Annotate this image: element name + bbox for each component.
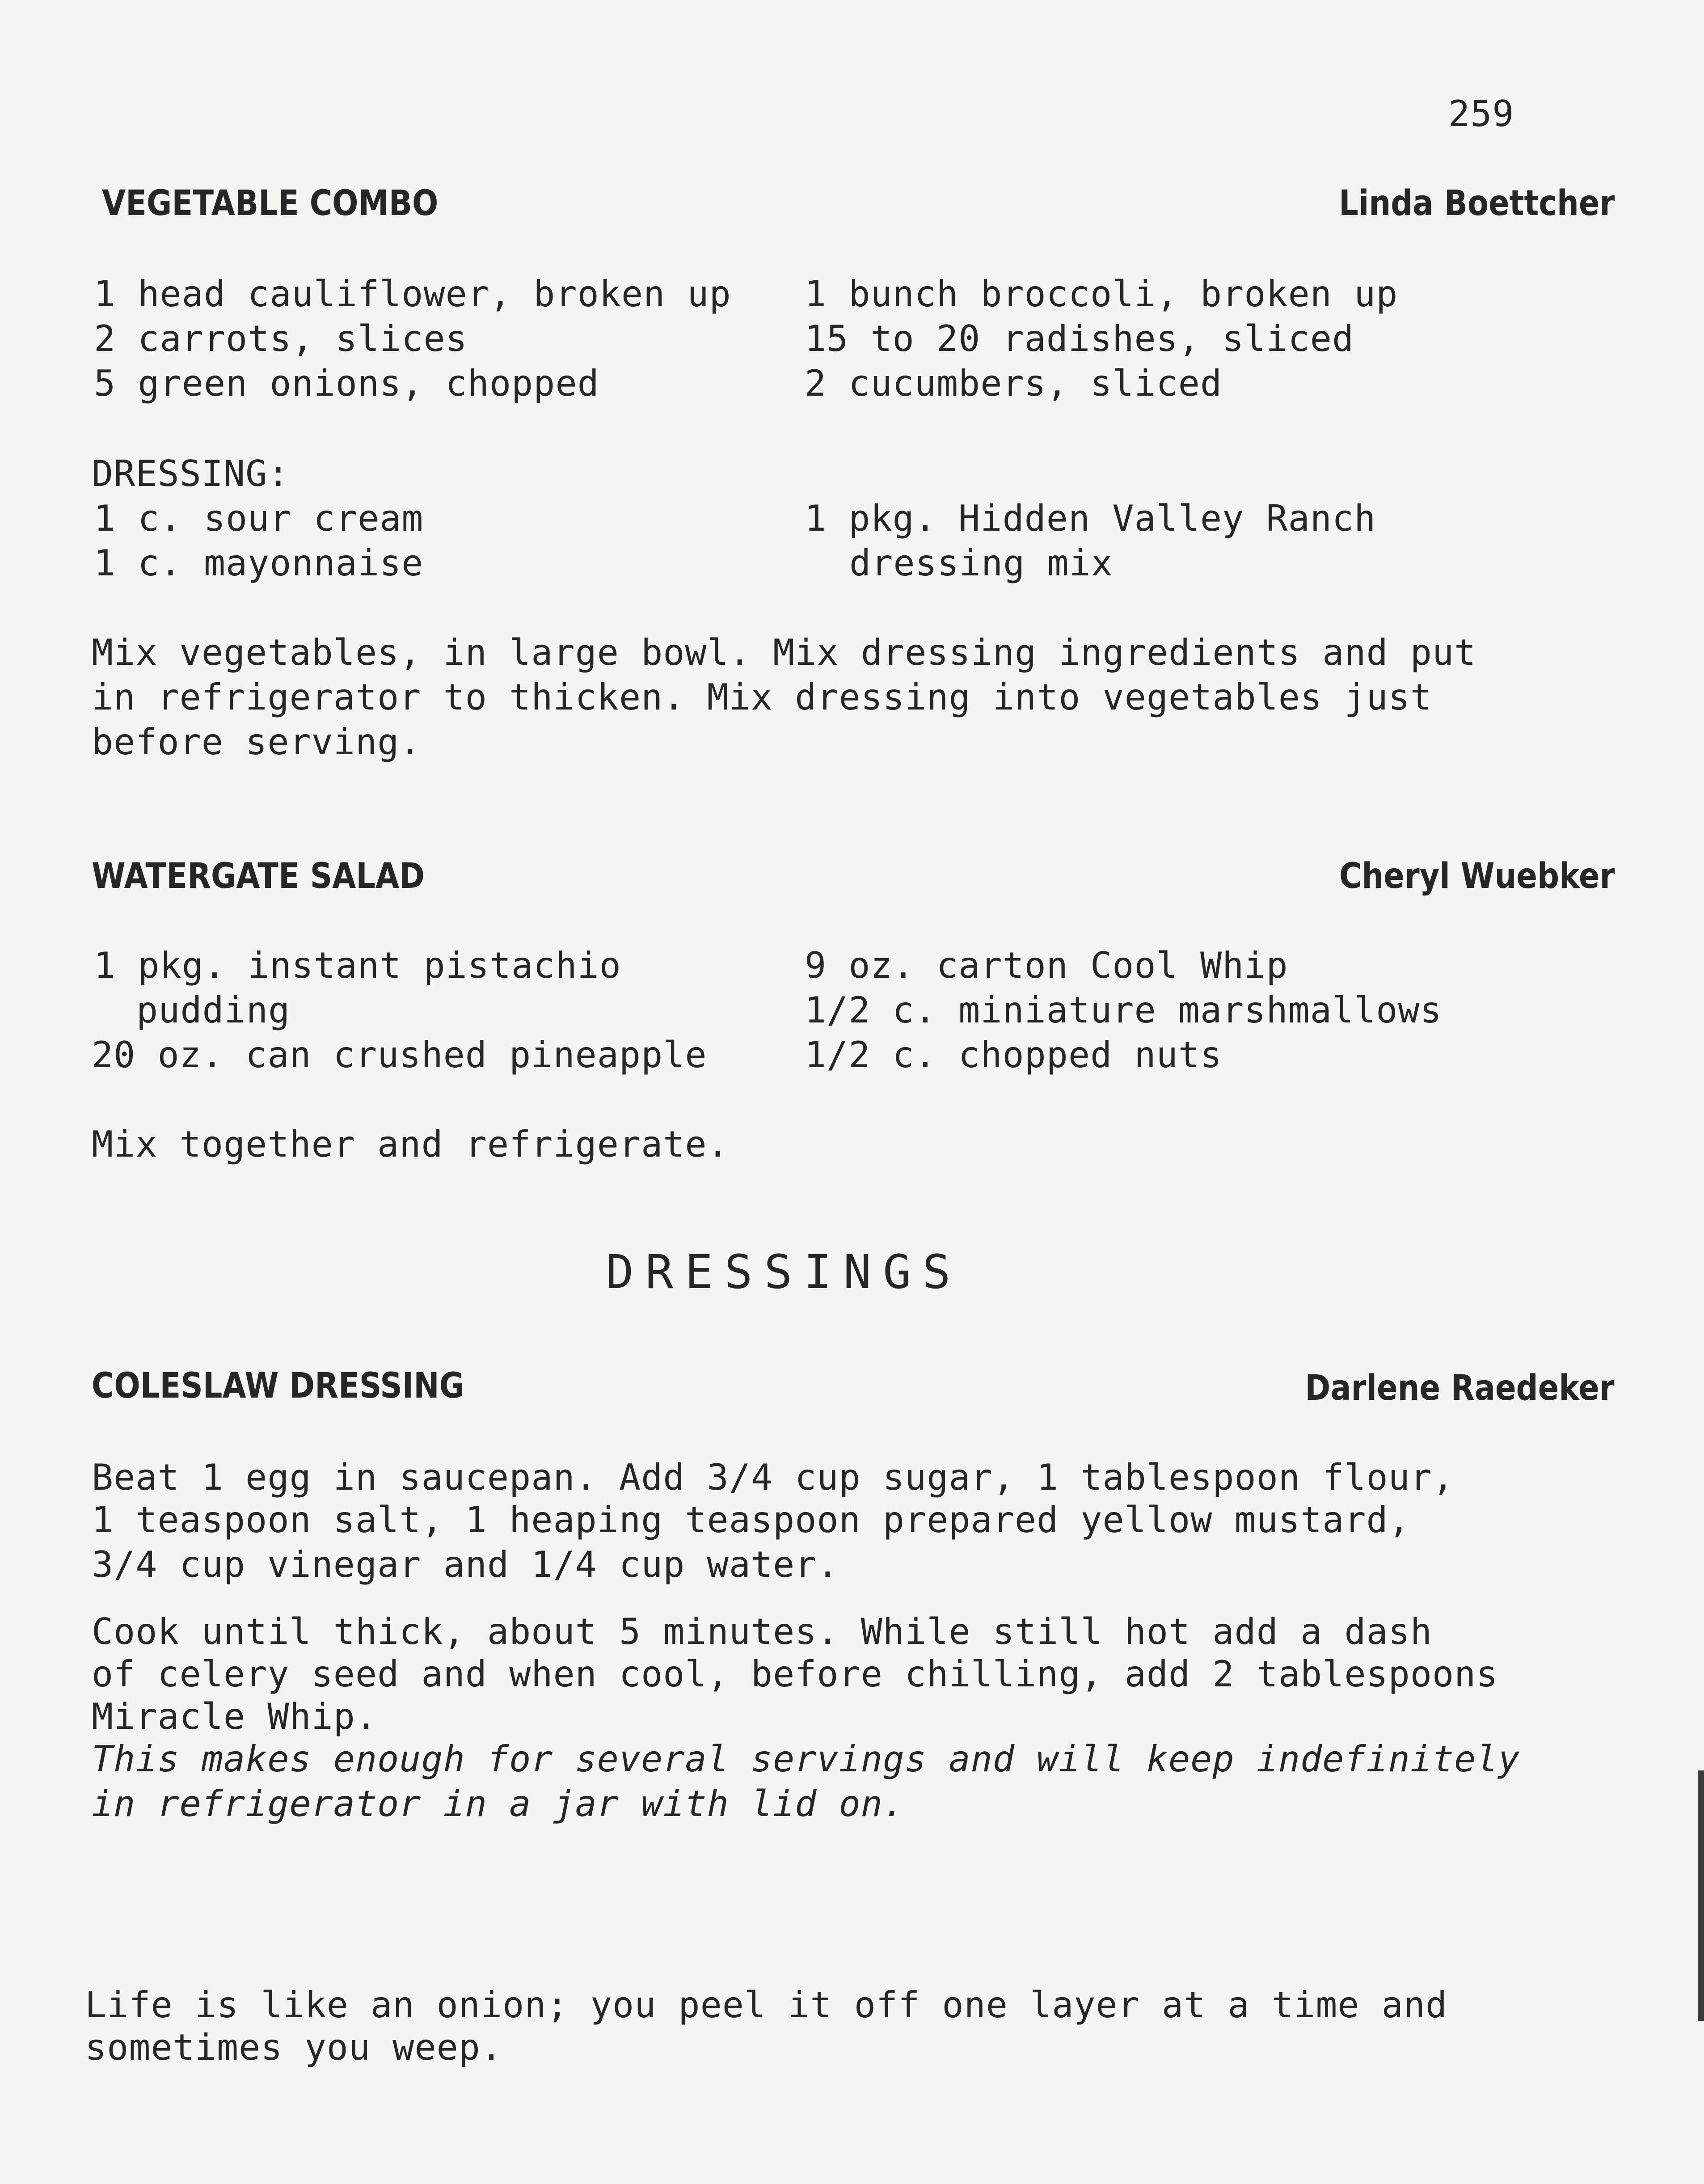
paragraph-line: 1 teaspoon salt, 1 heaping teaspoon prepared yellow mustard, (92, 1499, 1410, 1541)
recipe-author: Cheryl Wuebker (1339, 856, 1615, 896)
ingredient-line: 15 to 20 radishes, sliced (805, 318, 1354, 359)
note-line: This makes enough for several servings and will keep indefinitely (92, 1738, 1520, 1780)
paragraph-line: Beat 1 egg in saucepan. Add 3/4 cup sugar, 1 tablespoon flour, (92, 1457, 1455, 1498)
paragraph-line: Miracle Whip. (92, 1696, 378, 1737)
recipe-author: Darlene Raedeker (1305, 1368, 1615, 1408)
ingredient-line: 1 c. mayonnaise (94, 542, 424, 584)
ingredient-line: 1/2 c. miniature marshmallows (805, 989, 1442, 1031)
ingredient-line: 1 pkg. instant pistachio (94, 945, 621, 986)
ingredient-line: 9 oz. carton Cool Whip (805, 945, 1288, 986)
ingredient-line: pudding (136, 989, 291, 1031)
ingredient-line: 5 green onions, chopped (94, 363, 599, 404)
ingredient-line: 1 c. sour cream (94, 498, 424, 539)
page-number: 259 (1448, 93, 1514, 135)
section-heading: DRESSINGS (606, 1245, 962, 1299)
recipe-author: Linda Boettcher (1338, 183, 1615, 224)
recipe-title: VEGETABLE COMBO (102, 183, 439, 224)
recipe-title: COLESLAW DRESSING (92, 1366, 465, 1406)
ingredient-line: dressing mix (849, 542, 1113, 584)
ingredient-line: 1 bunch broccoli, broken up (805, 273, 1398, 315)
recipe-title: WATERGATE SALAD (92, 856, 425, 896)
ingredient-line: 2 carrots, slices (94, 318, 468, 359)
dressing-label: DRESSING: (92, 453, 290, 494)
ingredient-line: 1 head cauliflower, broken up (94, 273, 731, 315)
paragraph-line: Cook until thick, about 5 minutes. While still hot add a dash (92, 1611, 1433, 1652)
directions-line: Mix vegetables, in large bowl. Mix dressing ingredients and put (92, 632, 1476, 673)
quote-line: Life is like an onion; you peel it off one layer at a time and (85, 1984, 1448, 2026)
ingredient-line: 1/2 c. chopped nuts (805, 1034, 1223, 1076)
note-line: in refrigerator in a jar with lid on. (92, 1783, 905, 1825)
quote-line: sometimes you weep. (85, 2027, 503, 2068)
ingredient-line: 1 pkg. Hidden Valley Ranch (805, 498, 1376, 539)
paragraph-line: of celery seed and when cool, before chilling, add 2 tablespoons (92, 1653, 1498, 1695)
ingredient-line: 20 oz. can crushed pineapple (92, 1034, 707, 1076)
ingredient-line: 2 cucumbers, sliced (805, 363, 1223, 404)
directions-line: Mix together and refrigerate. (92, 1124, 729, 1165)
page-edge (1698, 1770, 1704, 2021)
directions-line: in refrigerator to thicken. Mix dressing into vegetables just (92, 676, 1433, 718)
paragraph-line: 3/4 cup vinegar and 1/4 cup water. (92, 1544, 839, 1585)
directions-line: before serving. (92, 721, 422, 763)
